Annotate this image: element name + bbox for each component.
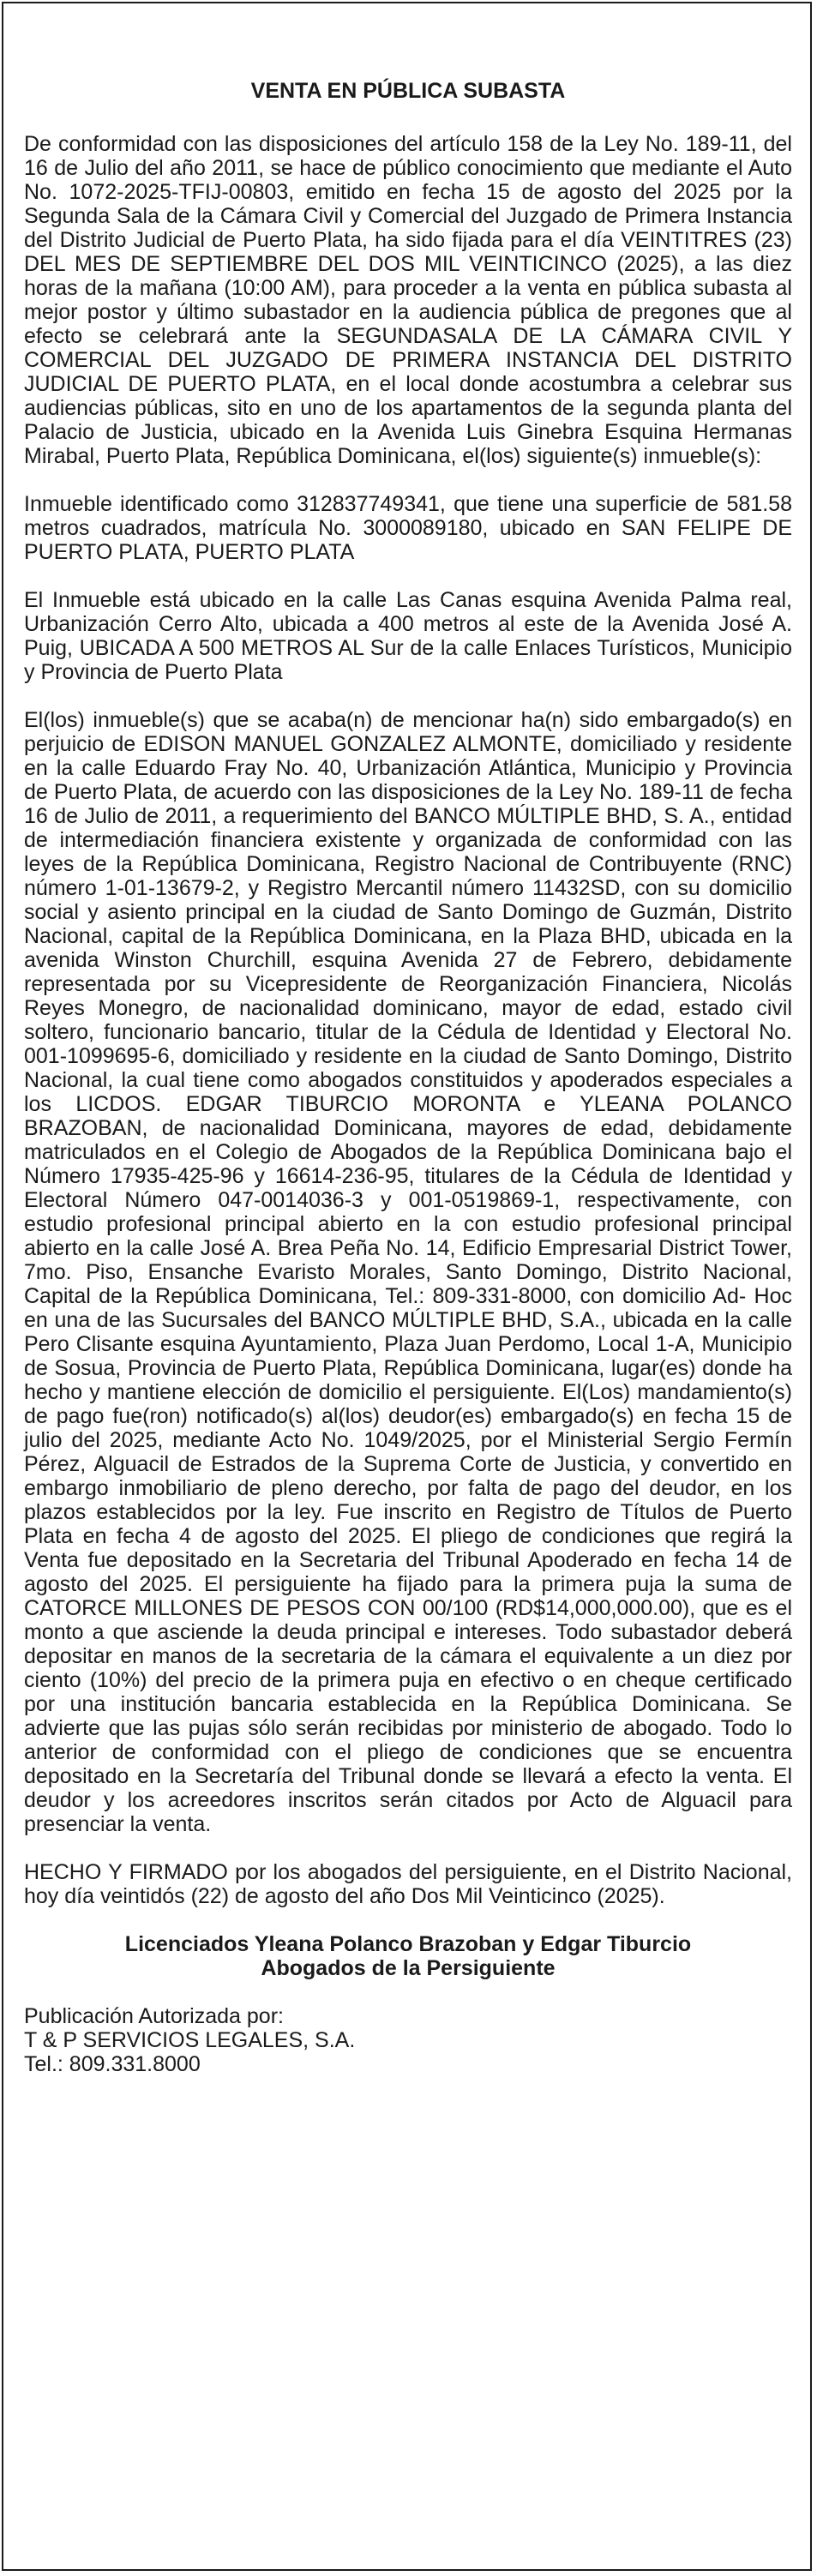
publication-label: Publicación Autorizada por: <box>24 2004 284 2028</box>
legal-notice <box>24 79 792 2076</box>
publication-block <box>24 2004 792 2076</box>
publisher-phone: Tel.: 809.331.8000 <box>24 2052 201 2076</box>
signers-role: Abogados de la Persiguiente <box>261 1956 556 1980</box>
notice-title: VENTA EN PÚBLICA SUBASTA <box>250 79 566 103</box>
paragraph-auction-announcement: De conformidad con las disposiciones del artículo 158 de la Ley No. 189-11, del 16 de Julio del año 2011, se hace de público conocimiento que mediante el Auto No. 1072-2025-TFIJ-00803, emitido en fecha 15 de agosto del 2025 por la Segunda Sala de la Cámara Civil y Comercial del Juzgado de Primera Instancia del Distrito Judicial de Puerto Plata, ha sido fijada para el día VEINTITRES (23) DEL MES DE SEPTIEMBRE DEL DOS MIL VEINTICINCO (2025), a las diez horas de la mañana (10:00 AM), para proceder a la venta en pública subasta al mejor postor y último subastador en la audiencia pública de pregones que al efecto se celebrará ante la SEGUNDASALA DE LA CÁMARA CIVIL Y COMERCIAL DEL JUZGADO DE PRIMERA INSTANCIA DEL DISTRITO JUDICIAL DE PUERTO PLATA, en el local donde acostumbra a celebrar sus audiencias públicas, sito en uno de los apartamentos de la segunda planta del Palacio de Justicia, ubicado en la Avenida Luis Ginebra Esquina Hermanas Mirabal, Puerto Plata, República Dominicana, el(los) siguiente(s) inmueble(s): <box>24 132 792 468</box>
paragraph-seizure-details: El(los) inmueble(s) que se acaba(n) de mencionar ha(n) sido embargado(s) en perjuicio de EDISON MANUEL GONZALEZ ALMONTE, domiciliado y residente en la calle Eduardo Fray No. 40, Urbanización Atlántica, Municipio y Provincia de Puerto Plata, de acuerdo con las disposiciones de la Ley No. 189-11 de fecha 16 de Julio de 2011, a requerimiento del BANCO MÚLTIPLE BHD, S. A., entidad de intermediación financiera existente y organizada de conformidad con las leyes de la República Dominicana, Registro Nacional de Contribuyente (RNC) número 1-01-13679-2, y Registro Mercantil número 11432SD, con su domicilio social y asiento principal en la ciudad de Santo Domingo de Guzmán, Distrito Nacional, capital de la República Dominicana, en la Plaza BHD, ubicada en la avenida Winston Churchill, esquina Avenida 27 de Febrero, debidamente representada por su Vicepresidente de Reorganización Financiera, Nicolás Reyes Monegro, de nacionalidad dominicano, mayor de edad, estado civil soltero, funcionario bancario, titular de la Cédula de Identidad y Electoral No. 001-1099695-6, domiciliado y residente en la ciudad de Santo Domingo, Distrito Nacional, la cual tiene como abogados constituidos y apoderados especiales a los LICDOS. EDGAR TIBURCIO MORONTA e YLEANA POLANCO BRAZOBAN, de nacionalidad Dominicana, mayores de edad, debidamente matriculados en el Colegio de Abogados de la República Dominicana bajo el Número 17935-425-96 y 16614-236-95, titulares de la Cédula de Identidad y Electoral Número 047-0014036-3 y 001-0519869-1, respectivamente, con estudio profesional principal abierto en la con estudio profesional principal abierto en la calle José A. Brea Peña No. 14, Edificio Empresarial District Tower, 7mo. Piso, Ensanche Evaristo Morales, Santo Domingo, Distrito Nacional, Capital de la República Dominicana, Tel.: 809-331-8000, con domicilio Ad- Hoc en una de las Sucursales del BANCO MÚLTIPLE BHD, S.A., ubicada en la calle Pero Clisante esquina Ayuntamiento, Plaza Juan Perdomo, Local 1-A, Municipio de Sosua, Provincia de Puerto Plata, República Dominicana, lugar(es) donde ha hecho y mantiene elección de domicilio el persiguiente. El(Los) mandamiento(s) de pago fue(ron) notificado(s) al(los) deudor(es) embargado(s) en fecha 15 de julio del 2025, mediante Acto No. 1049/2025, por el Ministerial Sergio Fermín Pérez, Alguacil de Estrados de la Suprema Corte de Justicia, y convertido en embargo inmobiliario de pleno derecho, por falta de pago del deudor, en los plazos establecidos por la ley. Fue inscrito en Registro de Títulos de Puerto Plata en fecha 4 de agosto del 2025. El pliego de condiciones que regirá la Venta fue depositado en la Secretaria del Tribunal Apoderado en fecha 14 de agosto del 2025. El persiguiente ha fijado para la primera puja la suma de CATORCE MILLONES DE PESOS CON 00/100 (RD$14,000,000.00), que es el monto a que asciende la deuda principal e intereses. Todo subastador deberá depositar en manos de la secretaria de la cámara el equivalente a un diez por ciento (10%) del precio de la primera puja en efectivo o en cheque certificado por una institución bancaria establecida en la República Dominicana. Se advierte que las pujas sólo serán recibidas por ministerio de abogado. Todo lo anterior de conformidad con el pliego de condiciones que se encuentra depositado en la Secretaría del Tribunal donde se llevará a efecto la venta. El deudor y los acreedores inscritos serán citados por Acto de Alguacil para presenciar la venta. <box>24 708 792 1836</box>
paragraph-signed-statement: HECHO Y FIRMADO por los abogados del persiguiente, en el Distrito Nacional, hoy día veintidós (22) de agosto del año Dos Mil Veinticinco (2025). <box>24 1860 792 1908</box>
signers-names: Licenciados Yleana Polanco Brazoban y Edgar Tiburcio <box>124 1932 692 1956</box>
paragraph-property-identification: Inmueble identificado como 312837749341, que tiene una superficie de 581.58 metros cuadrados, matrícula No. 3000089180, ubicado en SAN FELIPE DE PUERTO PLATA, PUERTO PLATA <box>24 492 792 564</box>
signers-block <box>24 1932 792 1980</box>
publisher-name: T & P SERVICIOS LEGALES, S.A. <box>24 2028 356 2052</box>
paragraph-property-location: El Inmueble está ubicado en la calle Las Canas esquina Avenida Palma real, Urbanización Cerro Alto, ubicada a 400 metros al este de la Avenida José A. Puig, UBICADA A 500 METROS AL Sur de la calle Enlaces Turísticos, Municipio y Provincia de Puerto Plata <box>24 588 792 684</box>
